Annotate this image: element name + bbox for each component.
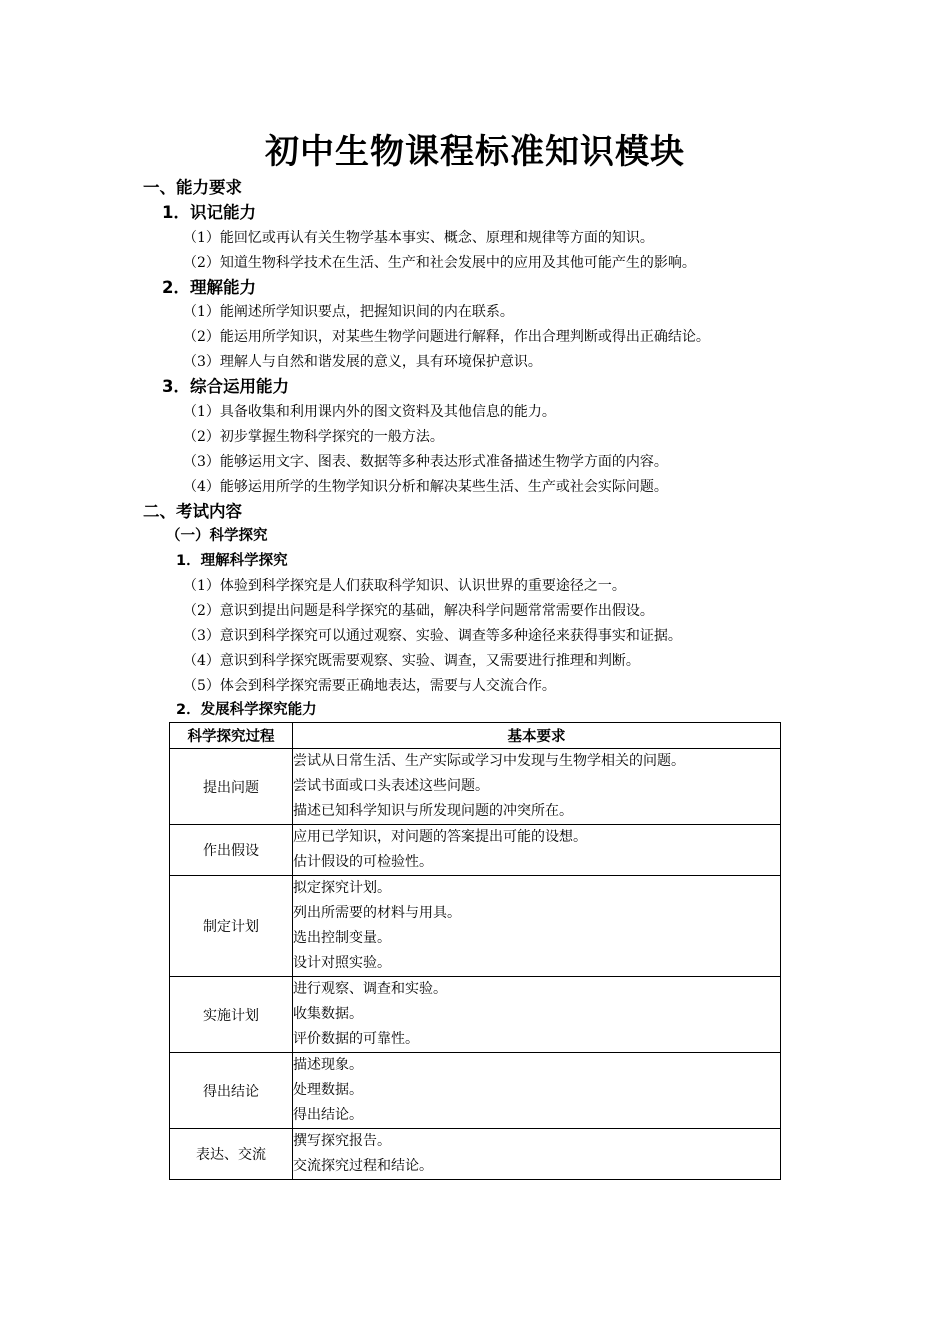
subsection-heading-develop-inquiry: 2．发展科学探究能力 [176, 702, 317, 718]
process-cell: 得出结论 [170, 1053, 293, 1129]
paragraph-item: （2）知道生物科学技术在生活、生产和社会发展中的应用及其他可能产生的影响。 [183, 255, 696, 271]
requirement-line: 拟定探究计划。 [293, 880, 391, 896]
table-row [170, 749, 781, 825]
inquiry-requirements-table [169, 722, 781, 1180]
table-row [170, 876, 781, 977]
requirement-line: 估计假设的可检验性。 [293, 854, 433, 870]
column-header-process: 科学探究过程 [170, 723, 293, 749]
paragraph-item: （3）能够运用文字、图表、数据等多种表达形式准备描述生物学方面的内容。 [183, 454, 668, 470]
process-cell: 实施计划 [170, 977, 293, 1053]
requirements-cell [293, 1053, 781, 1129]
requirement-line: 处理数据。 [293, 1082, 363, 1098]
subsection-heading-understanding: 2．理解能力 [162, 278, 256, 297]
paragraph-item: （1）体验到科学探究是人们获取科学知识、认识世界的重要途径之一。 [183, 578, 626, 594]
paragraph-item: （4）能够运用所学的生物学知识分析和解决某些生活、生产或社会实际问题。 [183, 479, 668, 495]
part-heading-scientific-inquiry: （一）科学探究 [166, 528, 268, 544]
page-title: 初中生物课程标准知识模块 [265, 132, 685, 172]
table-row [170, 977, 781, 1053]
section-heading-exam-content: 二、考试内容 [143, 502, 242, 521]
table-header-row [170, 723, 781, 749]
requirement-line: 得出结论。 [293, 1107, 363, 1123]
process-cell: 表达、交流 [170, 1129, 293, 1180]
requirements-cell [293, 749, 781, 825]
requirement-line: 撰写探究报告。 [293, 1133, 391, 1149]
column-header-requirements: 基本要求 [293, 723, 781, 749]
table-row [170, 1129, 781, 1180]
requirements-cell [293, 977, 781, 1053]
requirement-line: 选出控制变量。 [293, 930, 391, 946]
paragraph-item: （5）体会到科学探究需要正确地表达，需要与人交流合作。 [183, 678, 556, 694]
requirements-cell [293, 1129, 781, 1180]
requirement-line: 评价数据的可靠性。 [293, 1031, 419, 1047]
paragraph-item: （2）初步掌握生物科学探究的一般方法。 [183, 429, 444, 445]
requirement-line: 尝试从日常生活、生产实际或学习中发现与生物学相关的问题。 [293, 753, 685, 769]
requirement-line: 列出所需要的材料与用具。 [293, 905, 461, 921]
process-cell: 作出假设 [170, 825, 293, 876]
requirement-line: 描述现象。 [293, 1057, 363, 1073]
requirement-line: 收集数据。 [293, 1006, 363, 1022]
paragraph-item: （3）理解人与自然和谐发展的意义，具有环境保护意识。 [183, 354, 542, 370]
requirement-line: 尝试书面或口头表述这些问题。 [293, 778, 489, 794]
paragraph-item: （2）意识到提出问题是科学探究的基础，解决科学问题常常需要作出假设。 [183, 603, 654, 619]
paragraph-item: （1）能阐述所学知识要点，把握知识间的内在联系。 [183, 304, 514, 320]
paragraph-item: （2）能运用所学知识，对某些生物学问题进行解释，作出合理判断或得出正确结论。 [183, 329, 710, 345]
requirement-line: 设计对照实验。 [293, 955, 391, 971]
requirements-cell [293, 876, 781, 977]
requirement-line: 应用已学知识，对问题的答案提出可能的设想。 [293, 829, 587, 845]
paragraph-item: （1）能回忆或再认有关生物学基本事实、概念、原理和规律等方面的知识。 [183, 230, 654, 246]
paragraph-item: （3）意识到科学探究可以通过观察、实验、调查等多种途径来获得事实和证据。 [183, 628, 682, 644]
process-cell: 制定计划 [170, 876, 293, 977]
table-row [170, 1053, 781, 1129]
subsection-heading-understand-inquiry: 1．理解科学探究 [176, 553, 288, 569]
subsection-heading-memory: 1．识记能力 [162, 203, 256, 222]
paragraph-item: （4）意识到科学探究既需要观察、实验、调查，又需要进行推理和判断。 [183, 653, 640, 669]
section-heading-ability: 一、能力要求 [143, 178, 242, 197]
requirement-line: 进行观察、调查和实验。 [293, 981, 447, 997]
subsection-heading-application: 3．综合运用能力 [162, 377, 289, 396]
process-cell: 提出问题 [170, 749, 293, 825]
paragraph-item: （1）具备收集和利用课内外的图文资料及其他信息的能力。 [183, 404, 556, 420]
table-row [170, 825, 781, 876]
requirement-line: 描述已知科学知识与所发现问题的冲突所在。 [293, 803, 573, 819]
requirements-cell [293, 825, 781, 876]
requirement-line: 交流探究过程和结论。 [293, 1158, 433, 1174]
